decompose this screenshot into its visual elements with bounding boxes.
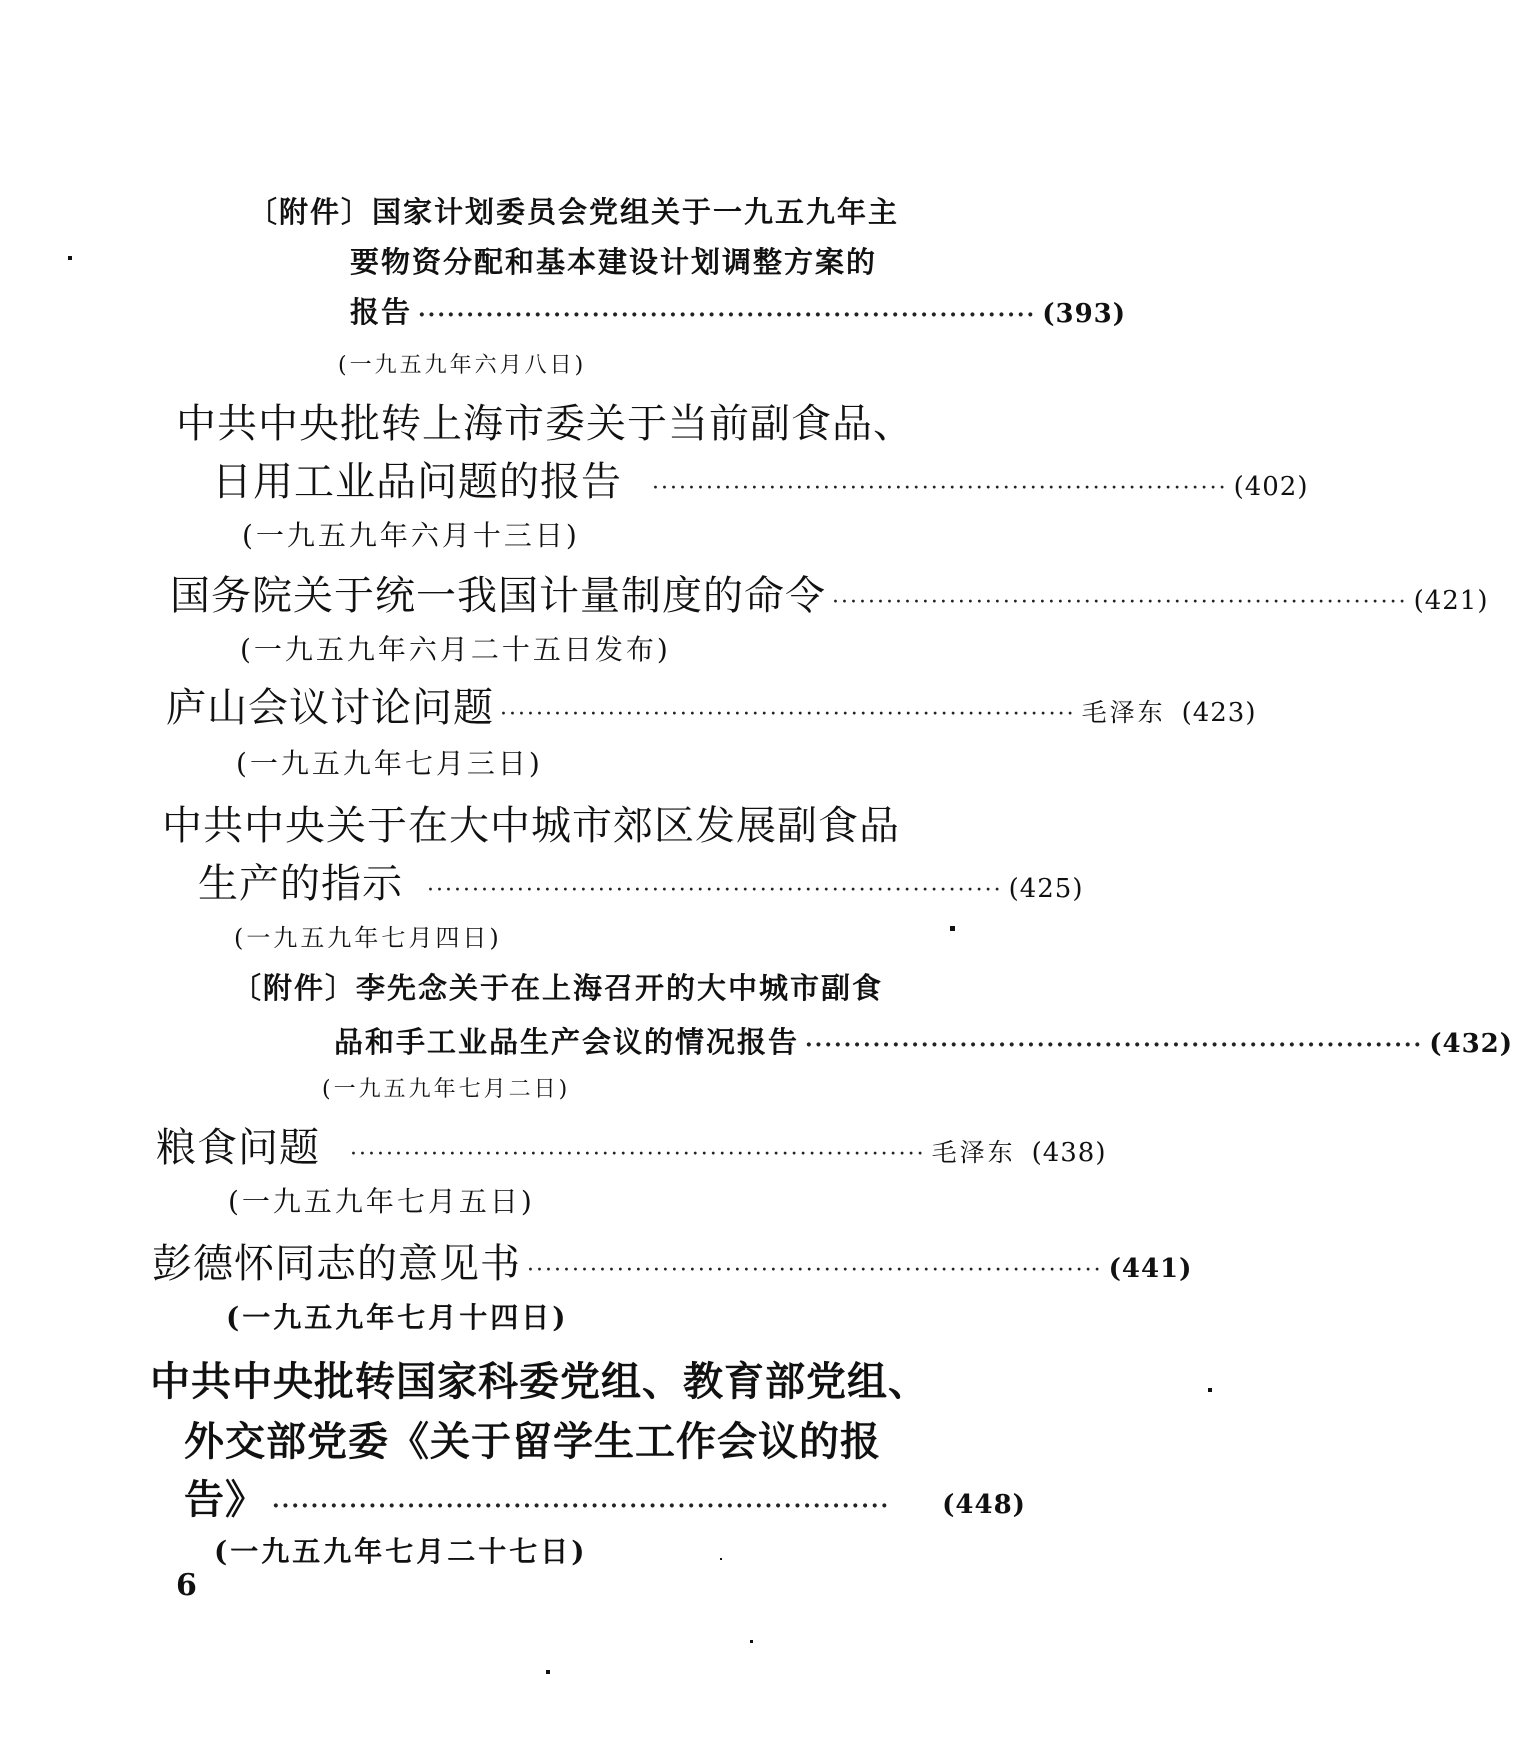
toc-entry-line: [184, 1410, 881, 1467]
toc-entry-title: 中共中央关于在大中城市郊区发展副食品: [162, 803, 900, 849]
date-text: (一九五九年七月二日): [322, 1077, 571, 1102]
dot-leader: ································································: [527, 1258, 1103, 1283]
toc-entry-line: [176, 392, 914, 449]
page-number: (438): [1031, 1138, 1107, 1168]
toc-entry-line: [334, 1020, 1513, 1061]
toc-entry-author: 毛泽东: [1081, 698, 1166, 727]
toc-entry-date: [236, 742, 543, 782]
toc-entry-date: [240, 628, 671, 668]
toc-entry-title: 〔附件〕国家计划委员会党组关于一九五九年主: [248, 195, 900, 229]
toc-entry-title: 国务院关于统一我国计量制度的命令: [170, 573, 826, 619]
scan-speck: [950, 926, 955, 931]
dot-leader: ································································: [832, 590, 1408, 615]
toc-entry-title: 品和手工业品生产会议的情况报告: [334, 1025, 800, 1059]
date-text: (一九五九年七月三日): [236, 747, 543, 780]
toc-entry-title: 彭德怀同志的意见书: [152, 1241, 521, 1287]
toc-entry-date: [226, 1296, 569, 1336]
toc-entry-date: [228, 1180, 535, 1220]
dot-leader: ································································: [350, 1142, 926, 1167]
toc-entry-title: 外交部党委《关于留学生工作会议的报: [184, 1418, 881, 1465]
page-number: (423): [1181, 698, 1257, 728]
date-text: (一九五九年七月十四日): [226, 1301, 569, 1334]
page-folio: 6: [176, 1568, 197, 1603]
toc-entry-line: [350, 240, 877, 281]
date-text: (一九五九年六月二十五日发布): [240, 633, 671, 666]
toc-entry-title: 报告: [350, 295, 413, 329]
date-text: (一九五九年六月八日): [338, 353, 587, 378]
toc-entry-title: 日用工业品问题的报告: [212, 459, 622, 505]
page-number: (393): [1042, 299, 1127, 329]
page-number: (448): [942, 1490, 1026, 1520]
dot-leader: ································································: [500, 702, 1076, 727]
toc-entry-title: 告》: [184, 1476, 266, 1523]
date-text: (一九五九年七月四日): [234, 924, 502, 952]
toc-entry-title: 粮食问题: [156, 1125, 320, 1171]
date-text: (一九五九年六月十三日): [242, 519, 580, 552]
toc-entry-line: [170, 564, 1489, 621]
scan-speck: [750, 1640, 753, 1643]
toc-entry-title: 生产的指示: [198, 861, 403, 907]
toc-entry-date: [214, 1530, 588, 1570]
dot-leader: ································································: [272, 1493, 891, 1519]
toc-entry-line: [198, 852, 1084, 909]
toc-entry-title: 中共中央批转上海市委关于当前副食品、: [176, 401, 914, 447]
toc-entry-title: 〔附件〕李先念关于在上海召开的大中城市副食: [232, 971, 884, 1005]
toc-entry-title: 中共中央批转国家科委党组、教育部党组、: [150, 1358, 929, 1405]
toc-entry-line: [150, 1350, 929, 1407]
toc-entry-date: [242, 514, 580, 554]
page-number: (432): [1429, 1029, 1513, 1059]
toc-entry-title: 要物资分配和基本建设计划调整方案的: [350, 245, 878, 279]
toc-entry-line: [212, 450, 1309, 507]
page-number: (421): [1413, 586, 1489, 616]
toc-entry-line: [248, 190, 899, 231]
page-number: (402): [1233, 472, 1309, 502]
page-number: (425): [1008, 874, 1084, 904]
toc-entry-date: [338, 348, 586, 379]
toc-entry-line: [184, 1468, 1026, 1525]
toc-entry-line: [162, 794, 900, 851]
scan-speck: [720, 1558, 722, 1560]
toc-entry-date: [234, 918, 502, 953]
page-number: (441): [1108, 1254, 1193, 1284]
scan-speck: [546, 1670, 550, 1674]
toc-entry-date: [322, 1072, 570, 1103]
toc-entry-title: 庐山会议讨论问题: [166, 685, 494, 731]
dot-leader: ································································: [805, 1032, 1424, 1058]
date-text: (一九五九年七月五日): [228, 1185, 535, 1218]
toc-entry-line: [152, 1232, 1193, 1289]
toc-entry-author: 毛泽东: [931, 1138, 1016, 1167]
dot-leader: ································································: [427, 878, 1003, 903]
date-text: (一九五九年七月二十七日): [214, 1535, 588, 1568]
toc-entry-line: [232, 966, 883, 1007]
dot-leader: ································································: [652, 476, 1228, 501]
scan-speck: [1208, 1388, 1212, 1392]
dot-leader: ································································: [418, 302, 1037, 328]
toc-entry-line: [350, 290, 1127, 331]
toc-entry-line: [156, 1116, 1107, 1173]
scan-speck: [68, 256, 72, 260]
toc-entry-line: [166, 676, 1257, 733]
